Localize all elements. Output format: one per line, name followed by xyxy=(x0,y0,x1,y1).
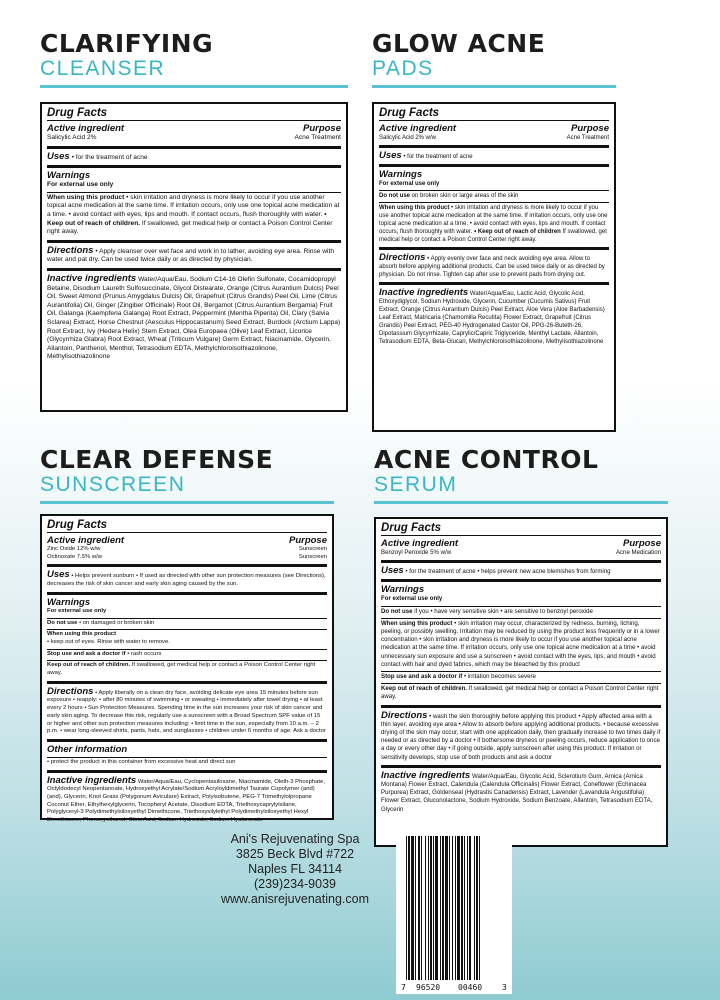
inactive-heading: Inactive ingredients xyxy=(47,774,137,786)
purpose-heading: Purpose xyxy=(570,123,609,134)
keep-out-text: If swallowed, get medical help or contact a Poison Control Center right away. xyxy=(381,685,659,701)
directions-text: • wash the skin thoroughly before applying this product • Apply affected area with a thin layer, avoiding eye area • Allow to absorb before applying additional products. • because excessive drying of the skin may occur, start with one application daily, then gradually increase to two times daily if needed or as directed by a doctor • if bothersome dryness or peeling occurs, reduce application to once a day or every other day • if going outside, apply sunscreen after using this product. If irritation or sensitivity develops, stop use of both products and ask a doctor xyxy=(381,712,661,761)
barcode-bar xyxy=(457,836,460,980)
inactive-text: Water/Aqua/Eau, Sodium C14-16 Olefin Sulfonate, Cocamidopropyl Betaine, Disodium Laureth Sulfosuccinate, Glycol Distearate, Orange (Citrus Aurantium Dulcis) Peel Oil, Sweet Almond (Prunus Amygdalus Dulcis) Oil, Grapefruit (Citrus Grandis) Peel Oil, Lime (Citrus Aurantifolia) Oil, Ginger (Zingiber Officinale) Root Oil, Bergamot (Citrus Aurantium Bergamia) Fruit Oil, Galanga (Kaempferia Galanga) Root Extract, Peppermint (Mentha Piperita) Oil, Clary (Salvia Sclarea) Extract, Horse Chestnut (Aesculus Hippocastanum) Seed Extract, Burdock (Arctium Lappa) Root Extract, Ivy (Hedera Helix) Stem Extract, Olea Europaea (Olive) Leaf Extract, Licorice (Glycyrrhiza Glabra) Root Extract, Wheat (Triticum Vulgare) Germ Extract, Niacinamide, Glycerin, Allantoin, Panthenol, Menthol, Tetrasodium EDTA, Methylchloroisothiazolinone, Methylisothiazolinone xyxy=(47,275,341,361)
external-use: For external use only xyxy=(379,181,440,187)
active-ingredient: Octinoxate 7.5% w/w xyxy=(47,553,103,560)
drug-facts-heading: Drug Facts xyxy=(47,519,108,531)
keep-out-text: If swallowed, get medical help or contact a Poison Control Center right away. xyxy=(379,229,607,243)
street-address: 3825 Beck Blvd #722 xyxy=(235,847,355,861)
product-title: GLOW ACNE xyxy=(372,29,546,58)
keep-out-label: Keep out of reach of children. xyxy=(381,685,467,693)
product-title: ACNE CONTROL xyxy=(374,445,599,474)
product-title: CLEAR DEFENSE xyxy=(40,445,274,474)
product-title: CLARIFYING xyxy=(40,29,214,58)
do-not-use-text: on broken skin or large areas of the skin xyxy=(411,193,519,199)
drug-facts-heading: Drug Facts xyxy=(47,107,108,119)
drug-facts-panel xyxy=(372,102,616,432)
active-ingredient-heading: Active ingredient xyxy=(379,123,457,134)
barcode-bar xyxy=(464,836,465,980)
active-ingredient-heading: Active ingredient xyxy=(47,123,125,134)
spa-address xyxy=(200,832,390,907)
do-not-use-label: Do not use xyxy=(47,619,78,626)
barcode-digit: 3 xyxy=(502,983,507,992)
inactive-heading: Inactive ingredients xyxy=(381,769,471,781)
purpose-value: Acne Treatment xyxy=(294,134,341,141)
external-use: For external use only xyxy=(47,607,107,614)
phone-number: (239)234-9039 xyxy=(253,877,336,891)
other-info-heading: Other information xyxy=(47,743,128,755)
active-ingredient: Salicylic Acid 2% xyxy=(47,134,97,141)
directions-heading: Directions xyxy=(47,244,94,256)
uses-heading: Uses xyxy=(379,150,402,161)
barcode-bar xyxy=(469,836,471,980)
barcode-bar xyxy=(418,836,420,980)
barcode-bar xyxy=(467,836,468,980)
barcode-bar xyxy=(425,836,426,980)
warnings-heading: Warnings xyxy=(47,596,91,608)
barcode-bar xyxy=(479,836,480,980)
keep-out-label: • Keep out of reach of children xyxy=(474,229,561,235)
directions-text: • Apply liberally on a clean dry face, avoiding delicate eye area 15 minutes before sun exposure • reapply: • after 80 minutes of swimming • or sweating • immediately after towel drying • at least every 2 hours • Sun Protection Measures. Spending time in the sun increases your risk of skin cancer and early skin aging. To decrease this risk, regularly use a sunscreen with a Broad Spectrum SPF value of 15 or higher and other sun protection measures including: • limit time in the sun, especially from 10 a.m. – 2 p.m. • wear long-sleeved shirts, pants, hats, and sunglasses • children under 6 months of age: Ask a doctor xyxy=(47,689,326,735)
purpose-value: Sunscreen xyxy=(298,546,327,552)
upc-barcode xyxy=(396,828,512,994)
stop-use-label: Stop use and ask a doctor if xyxy=(47,650,126,657)
keep-out-text: If swallowed, get medical help or contact a Poison Control Center right away. xyxy=(47,662,316,677)
barcode-bar xyxy=(442,836,444,980)
directions-text: • Apply evenly over face and neck avoiding eye area. Allow to absorb before applying additional products. Can be used twice daily or as directed by physician. Do not rinse. Tighten cap after use to prevent pads from drying out. xyxy=(379,256,605,278)
barcode-digit: 7 xyxy=(401,983,406,992)
barcode-digit: 96520 xyxy=(416,983,441,992)
barcode-bar xyxy=(430,836,432,980)
directions-heading: Directions xyxy=(381,709,428,721)
purpose-heading: Purpose xyxy=(302,123,341,134)
spa-name: Ani's Rejuvenating Spa xyxy=(230,832,360,846)
inactive-text: Water/Aqua/Eau, Glycolic Acid, Sclerotium Gum, Arnica (Arnica Montana) Flower Extract, Calendula (Calendula Officinalis) Flower Extract, Coneflower (Echinacea Purpurea) Extract, Goldenseal (Hydrastis Canadensis) Extract, Lavender (Lavandula Angustifolia) Flower Extract, Gluconolactone, Sodium Hydroxide, Sodium Benzoate, Allantoin, Tetrasodium EDTA, Glycerin xyxy=(381,772,653,813)
when-using-text: • skin irritation and dryness is more likely to occur if you use another topical acne medication at the same time. If irritation occurs, only use one topical acne medication at a time. • avoid contact with eyes, lips and mouth. If contact occurs, flush thoroughly with water. xyxy=(47,193,340,218)
barcode-bar xyxy=(440,836,441,980)
stop-use-label: Stop use and ask a doctor if xyxy=(381,673,463,681)
directions-text: • Apply cleanser over wet face and work in to lather, avoiding eye area. Rinse with water and pat dry. Can be used twice daily or as directed by physician. xyxy=(47,247,335,264)
inactive-text: Water/Aqua/Eau, Cyclopentasiloxane, Niacinamide, Oleth-3 Phosphate, Octyldodecyl Neopentanoate, Hydroxyethyl Acrylate/Sodium Acryloyldimethyl Taurate Copolymer (and) (and), Glycerin, Knot Grass (Polygonum Aviculare) Extract, Polyisobutene, PEG-7 Trimethylolpropane Coconut Ether, Ethylhexylglycerin, Tocopheryl Acetate, Disodium EDTA, Triethoxycaprylylsilane, Polyglyceryl-3 Polydimethylsiloxyethyl Dimethicone, Triethoxysilylethyl Polydimethylsiloxyethyl Hexyl Dimethicone, Phenoxyethanol, Citric Acid, Sodium Hydroxide, Sodium Hyaluronate xyxy=(47,778,325,824)
barcode-bar xyxy=(449,836,450,980)
directions-heading: Directions xyxy=(379,252,426,263)
product-subtitle: SERUM xyxy=(374,473,458,496)
active-ingredient-heading: Active ingredient xyxy=(381,538,459,549)
purpose-value: Acne Medication xyxy=(615,549,661,556)
product-subtitle: PADS xyxy=(372,57,434,80)
barcode-bar xyxy=(428,836,429,980)
do-not-use-label: Do not use xyxy=(381,607,413,615)
when-using-text: • keep out of eyes. Rinse with water to remove. xyxy=(47,638,170,645)
title-rule xyxy=(372,85,616,88)
product-glow-acne-pads xyxy=(372,30,616,88)
inactive-text: Water/Aqua/Eau, Lactic Acid, Glycolic Acid, Ethoxydiglycol, Sodium Hydroxide, Glycerin, Cucumber (Cucumis Sativus) Fruit Extract, Orange (Citrus Aurantium Dulcis) Peel Extract, Aloe Vera (Aloe Barbadensis) Leaf Extract, Matricaria (Chamomilla Recutita) Flower Extract, Grapefruit (Citrus Grandis) Peel Extract, PEG-40 Hydrogenated Castor Oil, PPG-26-Buteth-26, Dipotassium Glycyrrhizate, Caprylic/Capric Triglyceride, Menthyl Lactate, Allantoin, Tetrasodium EDTA, Beta-Glucan, Methylchloroisothiazolinone, Methylisothiazolinone xyxy=(379,291,605,345)
drug-facts-panel xyxy=(374,517,668,847)
title-rule xyxy=(374,501,668,504)
active-ingredient-heading: Active ingredient xyxy=(47,535,125,546)
when-using-text: • skin irritation may occur, characterized by redness, burning, itching, peeling, or possibly swelling. Irritation may be reduced by using the product less frequently or in a lower concentration • skin irritation and dryness is more likely to occur if you use another topical acne medication at the same time. If irritation occurs, only use one topical acne medication at a time • avoid unnecessary sun exposure and use a sunscreen • avoid contact with the eyes, lips, and mouth • avoid contact with hair and dyed fabrics, which may be bleached by this product xyxy=(381,619,660,668)
stop-use-text: • irritation becomes severe xyxy=(463,673,536,681)
city-state-zip: Naples FL 34114 xyxy=(248,862,342,876)
drug-facts-panel xyxy=(40,102,348,412)
title-rule xyxy=(40,85,348,88)
when-using-text: • skin irritation and dryness is more likely to occur if you use another topical acne medication at the same time. If irritation occurs, only use one topical acne medication at a time. • avoid contact with eyes, lips and mouth. If contact occurs, flush thoroughly with water. xyxy=(379,205,608,235)
barcode-icon xyxy=(396,828,512,994)
warnings-heading: Warnings xyxy=(47,170,91,182)
warnings-heading: Warnings xyxy=(381,584,425,596)
product-clarifying-cleanser xyxy=(40,30,348,88)
active-ingredient: Benzoyl Peroxide 5% w/w xyxy=(381,549,452,556)
purpose-value: Sunscreen xyxy=(298,553,327,560)
uses-text: • for the treatment of acne xyxy=(403,154,473,160)
barcode-bar xyxy=(445,836,448,980)
barcode-bar xyxy=(406,836,407,980)
barcode-bar xyxy=(435,836,438,980)
barcode-bar xyxy=(433,836,434,980)
external-use: For external use only xyxy=(47,181,114,189)
uses-text: • Helps prevent sunburn • If used as directed with other sun protection measures (see Directions), decreases the risk of skin cancer and early skin aging caused by the sun. xyxy=(47,573,326,588)
title-rule xyxy=(40,501,334,504)
barcode-bar xyxy=(452,836,453,980)
uses-heading: Uses xyxy=(47,569,70,581)
when-using-label: When using this product xyxy=(379,205,450,211)
purpose-heading: Purpose xyxy=(288,535,327,546)
directions-heading: Directions xyxy=(47,685,94,697)
uses-heading: Uses xyxy=(381,565,404,577)
do-not-use-label: Do not use xyxy=(379,193,410,199)
product-clear-defense-sunscreen xyxy=(40,446,334,504)
active-ingredient: Salicylic Acid 2% w/w xyxy=(379,135,437,141)
when-using-label: When using this product xyxy=(381,619,453,627)
active-ingredient: Zinc Oxide 12% w/w xyxy=(47,546,101,552)
stop-use-text: • rash occurs xyxy=(127,650,162,657)
barcode-bar xyxy=(461,836,463,980)
barcode-bar xyxy=(415,836,416,980)
barcode-bar xyxy=(411,836,414,980)
website: www.anisrejuvenating.com xyxy=(221,892,369,906)
purpose-value: Acne Treatment xyxy=(566,135,609,141)
external-use: For external use only xyxy=(381,595,443,603)
do-not-use-text: if you • have very sensitive skin • are sensitive to benzoyl peroxide xyxy=(414,607,593,615)
barcode-bar xyxy=(421,836,422,980)
inactive-heading: Inactive ingredients xyxy=(379,287,469,298)
uses-heading: Uses xyxy=(47,150,70,162)
product-subtitle: SUNSCREEN xyxy=(40,473,186,496)
drug-facts-heading: Drug Facts xyxy=(379,107,440,119)
inactive-heading: Inactive ingredients xyxy=(47,272,137,284)
barcode-bar xyxy=(455,836,456,980)
barcode-digit: 00460 xyxy=(458,983,483,992)
drug-facts-panel xyxy=(40,514,334,824)
do-not-use-text: • on damaged or broken skin xyxy=(79,619,155,626)
other-info-text: • protect the product in this container from excessive heat and direct sun xyxy=(47,757,327,767)
keep-out-label: Keep out of reach of children. xyxy=(47,662,131,669)
keep-out-text: If swallowed, get medical help or contact a Poison Control Center right away. xyxy=(47,219,333,236)
uses-text: • for the treatment of acne • helps prevent new acne blemishes from forming xyxy=(405,568,611,576)
product-acne-control-serum xyxy=(374,446,668,504)
drug-facts-heading: Drug Facts xyxy=(381,522,442,534)
when-using-label: When using this product xyxy=(47,631,117,638)
when-using-label: When using this product xyxy=(47,193,125,201)
barcode-bar xyxy=(474,836,475,980)
product-subtitle: CLEANSER xyxy=(40,57,166,80)
keep-out-label: • Keep out of reach of children. xyxy=(47,210,327,227)
purpose-heading: Purpose xyxy=(622,538,661,549)
barcode-bar xyxy=(408,836,410,980)
uses-text: • for the treatment of acne xyxy=(71,153,148,161)
barcode-bar xyxy=(476,836,478,980)
warnings-heading: Warnings xyxy=(379,169,423,180)
